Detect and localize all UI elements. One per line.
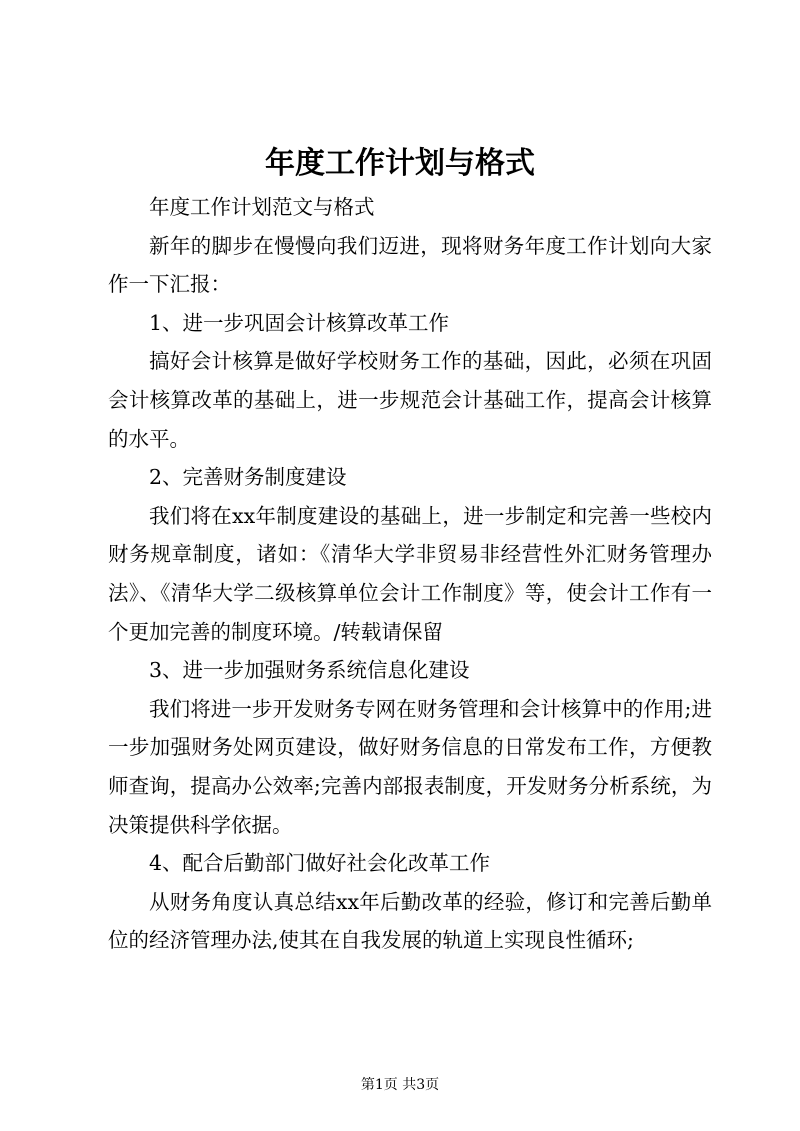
section-heading-4: 4、配合后勤部门做好社会化改革工作	[149, 851, 491, 876]
paragraph-section-2: 我们将在xx年制度建设的基础上，进一步制定和完善一些校内财务规章制度，诸如：《清华大学非贸易非经营性外汇财务管理办法》、《清华大学二级核算单位会计工作制度》等，使会计工作有一个更加完善的制度环境。/转载请保留	[108, 503, 712, 644]
document-title: 年度工作计划与格式	[265, 146, 535, 181]
document-body	[108, 188, 712, 960]
paragraph-section-4: 从财务角度认真总结xx年后勤改革的经验，修订和完善后勤单位的经济管理办法,使其在自我发展的轨道上实现良性循环;	[108, 889, 712, 953]
page-footer: 第1页 共3页	[360, 1077, 440, 1093]
section-heading-3: 3、进一步加强财务系统信息化建设	[149, 658, 470, 683]
paragraph-section-1: 搞好会计核算是做好学校财务工作的基础，因此，必须在巩固会计核算改革的基础上，进一步规范会计基础工作，提高会计核算的水平。	[108, 349, 712, 451]
paragraph-subtitle: 年度工作计划范文与格式	[149, 195, 375, 219]
paragraph-intro: 新年的脚步在慢慢向我们迈进，现将财务年度工作计划向大家作一下汇报：	[108, 233, 712, 297]
section-heading-2: 2、完善财务制度建设	[149, 465, 347, 490]
paragraph-section-3: 我们将进一步开发财务专网在财务管理和会计核算中的作用;进一步加强财务处网页建设，做好财务信息的日常发布工作，方便教师查询，提高办公效率;完善内部报表制度，开发财务分析系统，为决策提供科学依据。	[108, 696, 712, 837]
section-heading-1: 1、进一步巩固会计核算改革工作	[149, 310, 450, 335]
